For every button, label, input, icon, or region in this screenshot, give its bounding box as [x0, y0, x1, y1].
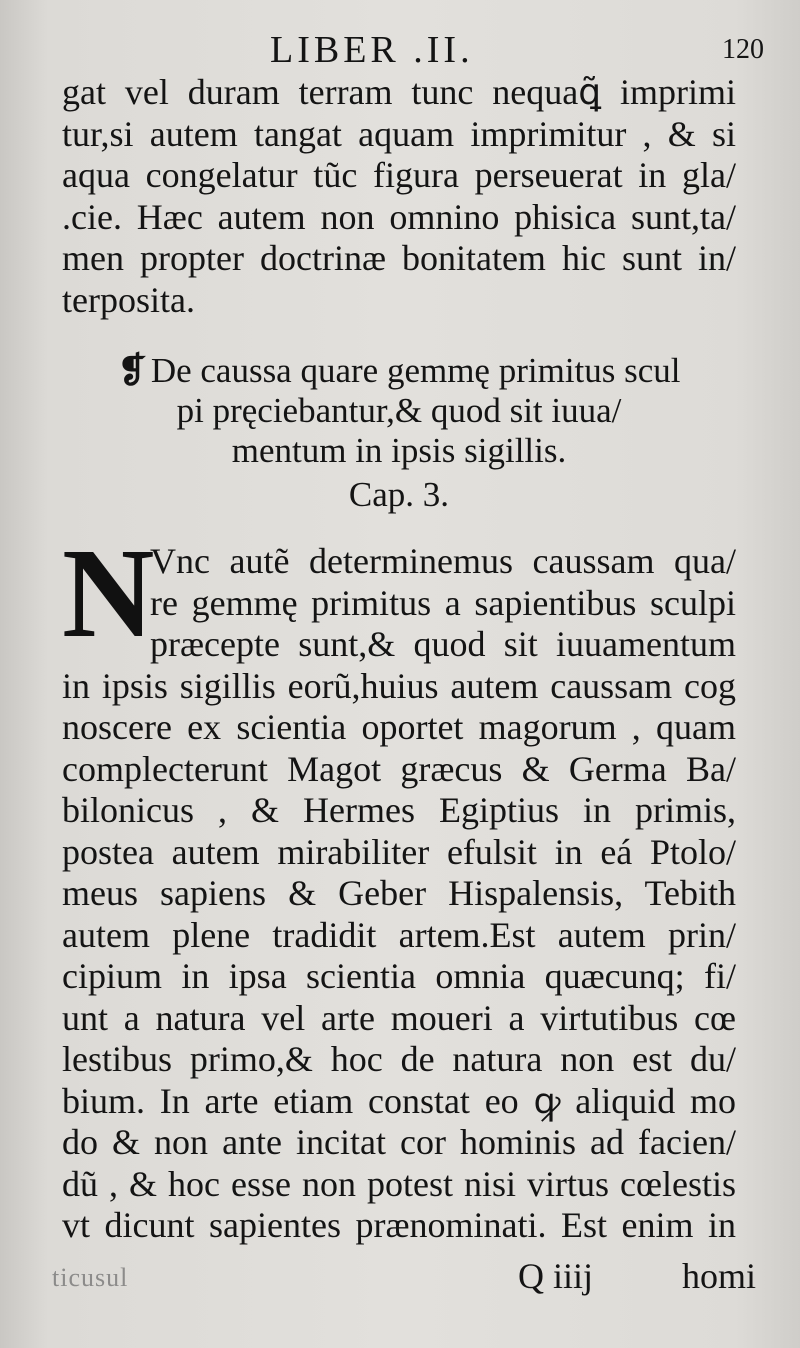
text-line: in ipsis sigillis eorũ,huius autem caussam cog	[62, 665, 736, 706]
text-line: men propter doctrinæ bonitatem hic sunt in/	[62, 238, 736, 278]
text-line: do & non ante incitat cor hominis ad facien/	[62, 1122, 736, 1162]
chapter-body	[62, 522, 736, 1247]
text-line: autem plene tradidit artem.Est autem prin/	[62, 914, 736, 955]
page-footer	[52, 1255, 756, 1301]
text-line: vt dicunt sapientes prænominati. Est enim in	[62, 1205, 736, 1245]
text-line: complecterunt Magot græcus & Germa Ba/	[62, 748, 736, 789]
folio-number: 120	[722, 34, 764, 65]
text-line: unt a natura vel arte moueri a virtutibus cœ	[62, 997, 736, 1038]
bleed-through-text: ticusul	[52, 1262, 129, 1292]
text-line: noscere ex scientia oportet magorum , quam	[62, 707, 736, 747]
top-paragraph	[62, 72, 736, 321]
chapter-caption	[62, 351, 736, 515]
text-line: re gemmę primitus a sapientibus sculpi	[150, 582, 736, 623]
text-line: Vnc autẽ determinemus caussam qua/	[150, 541, 736, 581]
text-line: bilonicus , & Hermes Egiptius in primis,	[62, 790, 736, 830]
text-line: gat vel duram terram tunc nequaꝗ̃ imprimi	[62, 72, 736, 112]
text-line: dũ , & hoc esse non potest nisi virtus cœlestis	[62, 1163, 736, 1204]
text-line: postea autem mirabiliter efulsit in eá Ptolo/	[62, 831, 736, 872]
signature-mark: Q iiij	[518, 1255, 594, 1296]
running-head: LIBER .II.	[270, 29, 474, 71]
text-line: aqua congelatur tũc figura perseuerat in gla/	[62, 155, 736, 195]
chapter-number: Cap. 3.	[348, 475, 450, 514]
text-line: bium. In arte etiam constat eo ꝙ aliquid mo	[62, 1080, 736, 1121]
text-line: præcepte sunt,& quod sit iuuamentum	[150, 624, 736, 664]
text-line: meus sapiens & Geber Hispalensis, Tebith	[62, 873, 736, 913]
catchword: homi	[681, 1255, 756, 1296]
caption-line: pi pręciebantur,& quod sit iuua/	[176, 391, 622, 430]
pilcrow-mark: ❡	[117, 351, 147, 390]
text-line: cipium in ipsa scientia omnia quæcunq; fi/	[62, 956, 736, 996]
caption-line	[62, 351, 736, 391]
caption-line: mentum in ipsis sigillis.	[231, 431, 567, 470]
drop-cap-initial: N	[62, 522, 155, 664]
page-header	[62, 28, 764, 72]
caption-text: De caussa quare gemmę primitus scul	[150, 351, 681, 390]
text-line: lestibus primo,& hoc de natura non est du/	[62, 1039, 736, 1079]
text-line: tur,si autem tangat aquam imprimitur , & si	[62, 113, 736, 154]
text-line: .cie. Hæc autem non omnino phisica sunt,ta/	[62, 196, 736, 237]
text-line: terposita.	[62, 279, 195, 320]
